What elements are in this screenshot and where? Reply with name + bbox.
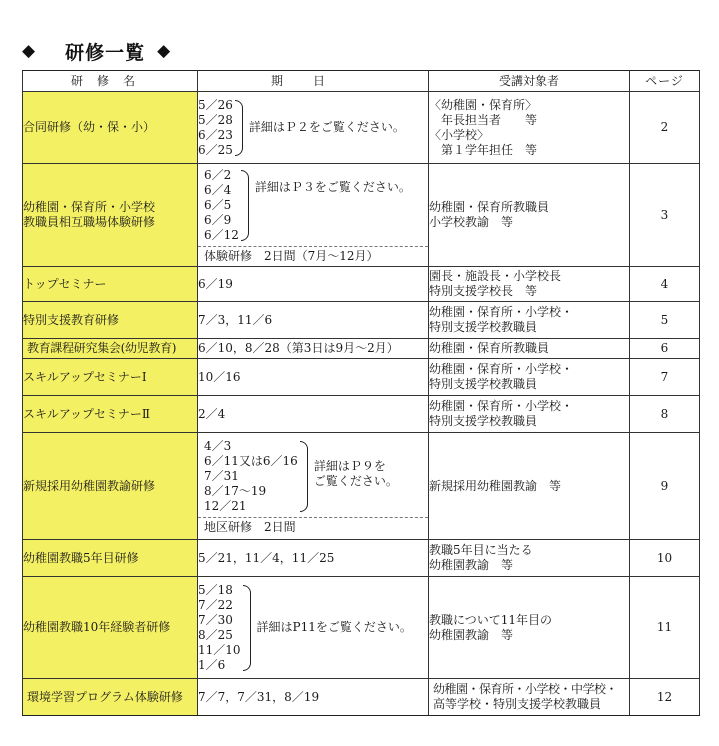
date-list <box>198 583 243 673</box>
date-item: 6／9 <box>204 212 232 227</box>
table-row <box>23 433 700 540</box>
detail-note: 詳細はＰ３をご覧ください。 <box>254 179 411 194</box>
target-line: 特別支援学校教職員 <box>429 377 538 391</box>
table-row <box>23 339 700 359</box>
table-row <box>23 577 700 679</box>
training-name: 教育課程研究集会(幼児教育) <box>23 339 198 359</box>
detail-note-line: 詳細はＰ９を <box>313 458 386 473</box>
page-number: 3 <box>630 164 700 267</box>
training-name: 合同研修（幼・保・小） <box>23 92 198 164</box>
target-audience <box>429 164 630 267</box>
column-header-target: 受講対象者 <box>429 71 630 92</box>
target-line: 幼稚園・保育所・小学校・ <box>429 305 574 319</box>
page-number: 11 <box>630 577 700 679</box>
date-item: 7／31 <box>204 468 239 483</box>
training-name <box>23 164 198 267</box>
target-line: 第１学年担任 等 <box>429 142 538 157</box>
date-item: 8／17～19 <box>204 483 267 498</box>
target-audience <box>429 339 630 359</box>
training-table <box>22 70 700 716</box>
date-item: 6／2 <box>204 167 232 182</box>
training-dates <box>198 433 429 540</box>
target-line: 教職5年目に当たる <box>429 543 533 557</box>
training-dates: 6／10，8／28（第3日は9月～2月） <box>198 339 429 359</box>
training-dates: 7／7，7／31，8／19 <box>198 679 429 716</box>
target-audience <box>429 577 630 679</box>
page-number: 7 <box>630 359 700 396</box>
date-item: 11／10 <box>198 642 241 657</box>
target-line: 幼稚園教諭 等 <box>429 627 514 642</box>
date-item: 7／22 <box>198 597 233 612</box>
target-audience <box>429 267 630 302</box>
table-row <box>23 396 700 433</box>
training-name: スキルアップセミナーⅠ <box>23 359 198 396</box>
table-row <box>23 359 700 396</box>
table-row <box>23 679 700 716</box>
target-line: 幼稚園・保育所・小学校・ <box>429 399 574 413</box>
column-header-page: ページ <box>630 71 700 92</box>
page-number: 4 <box>630 267 700 302</box>
page-number: 6 <box>630 339 700 359</box>
training-name: 新規採用幼稚園教諭研修 <box>23 433 198 540</box>
target-line: 教職について11年目の <box>429 612 553 627</box>
diamond-icon-right: ◆ <box>157 41 171 61</box>
training-dates: 5／21，11／4，11／25 <box>198 540 429 577</box>
date-item: 5／26 <box>198 97 233 112</box>
brace-icon <box>235 100 243 156</box>
page-number: 9 <box>630 433 700 540</box>
detail-note: 詳細はP11をご覧ください。 <box>256 620 412 634</box>
date-item: 7／30 <box>198 612 233 627</box>
training-name: トップセミナー <box>23 267 198 302</box>
target-line: 園長・施設長・小学校長 <box>429 269 562 283</box>
target-audience <box>429 679 630 716</box>
target-line: 特別支援学校長 等 <box>429 284 538 298</box>
date-item: 6／23 <box>198 127 233 142</box>
training-dates <box>198 164 429 267</box>
brace-icon <box>300 441 308 512</box>
training-name: スキルアップセミナーⅡ <box>23 396 198 433</box>
brace-icon <box>243 585 251 671</box>
target-audience <box>429 359 630 396</box>
table-row <box>23 92 700 164</box>
training-dates <box>198 92 429 164</box>
training-dates: 7／3，11／6 <box>198 302 429 339</box>
date-item: 6／11又は6／16 <box>204 453 298 468</box>
date-list <box>204 168 241 243</box>
training-name: 特別支援教育研修 <box>23 302 198 339</box>
target-audience <box>429 302 630 339</box>
target-line: 小学校教諭 等 <box>429 215 514 229</box>
column-header-date: 期日 <box>198 71 429 92</box>
target-audience <box>429 433 630 540</box>
target-line: 高等学校・特別支援学校教職員 <box>433 697 602 711</box>
target-line: 幼稚園・保育所教職員 <box>429 341 550 355</box>
target-line: 特別支援学校教職員 <box>429 414 538 428</box>
table-row <box>23 164 700 267</box>
page-number: 12 <box>630 679 700 716</box>
column-header-name: 研修名 <box>23 71 198 92</box>
date-item: 6／4 <box>204 182 232 197</box>
target-audience <box>429 92 630 164</box>
table-row <box>23 540 700 577</box>
target-line: 幼稚園・保育所教職員 <box>429 200 550 214</box>
target-line: 幼稚園・保育所・小学校・中学校・ <box>433 682 618 696</box>
training-name: 環境学習プログラム体験研修 <box>23 679 198 716</box>
page-number: 2 <box>630 92 700 164</box>
training-dates: 10／16 <box>198 359 429 396</box>
extra-session: 体験研修 2日間（7月～12月） <box>204 248 379 263</box>
diamond-icon-left: ◆ <box>22 41 36 61</box>
date-item: 6／12 <box>204 227 239 242</box>
table-row <box>23 267 700 302</box>
training-dates: 2／4 <box>198 396 429 433</box>
extra-session: 地区研修 2日間 <box>204 519 296 534</box>
target-line: 〈幼稚園・保育所〉 <box>429 97 538 112</box>
date-list <box>204 439 300 514</box>
target-line: 〈小学校〉 <box>429 127 490 142</box>
table-row <box>23 302 700 339</box>
page-number: 10 <box>630 540 700 577</box>
section-heading <box>22 38 170 64</box>
target-line: 特別支援学校教職員 <box>429 320 538 334</box>
detail-note <box>314 459 398 489</box>
target-audience <box>429 540 630 577</box>
date-item: 6／5 <box>204 197 232 212</box>
training-name-line: 教職員相互職場体験研修 <box>23 215 156 229</box>
training-dates: 6／19 <box>198 267 429 302</box>
detail-note: 詳細はＰ２をご覧ください。 <box>248 120 405 134</box>
training-name: 幼稚園教職5年目研修 <box>23 540 198 577</box>
target-line: 新規採用幼稚園教諭 等 <box>429 478 562 493</box>
date-item: 5／18 <box>198 582 233 597</box>
table-header-row <box>23 71 700 92</box>
training-dates <box>198 577 429 679</box>
page-number: 8 <box>630 396 700 433</box>
target-line: 年長担当者 等 <box>429 112 538 127</box>
training-name-line: 幼稚園・保育所・小学校 <box>23 200 156 214</box>
page-title: 研修一覧 <box>65 41 146 64</box>
date-item: 5／28 <box>198 112 233 127</box>
date-item: 4／3 <box>204 438 232 453</box>
date-list <box>198 98 235 158</box>
target-line: 幼稚園教諭 等 <box>429 558 514 572</box>
detail-note-line: ご覧ください。 <box>313 473 398 488</box>
date-item: 12／21 <box>204 498 247 513</box>
date-item: 1／6 <box>198 657 226 672</box>
date-item: 6／25 <box>198 142 233 157</box>
page-number: 5 <box>630 302 700 339</box>
date-item: 8／25 <box>198 627 233 642</box>
target-audience <box>429 396 630 433</box>
brace-icon <box>241 170 249 241</box>
training-name: 幼稚園教職10年経験者研修 <box>23 577 198 679</box>
target-line: 幼稚園・保育所・小学校・ <box>429 362 574 376</box>
